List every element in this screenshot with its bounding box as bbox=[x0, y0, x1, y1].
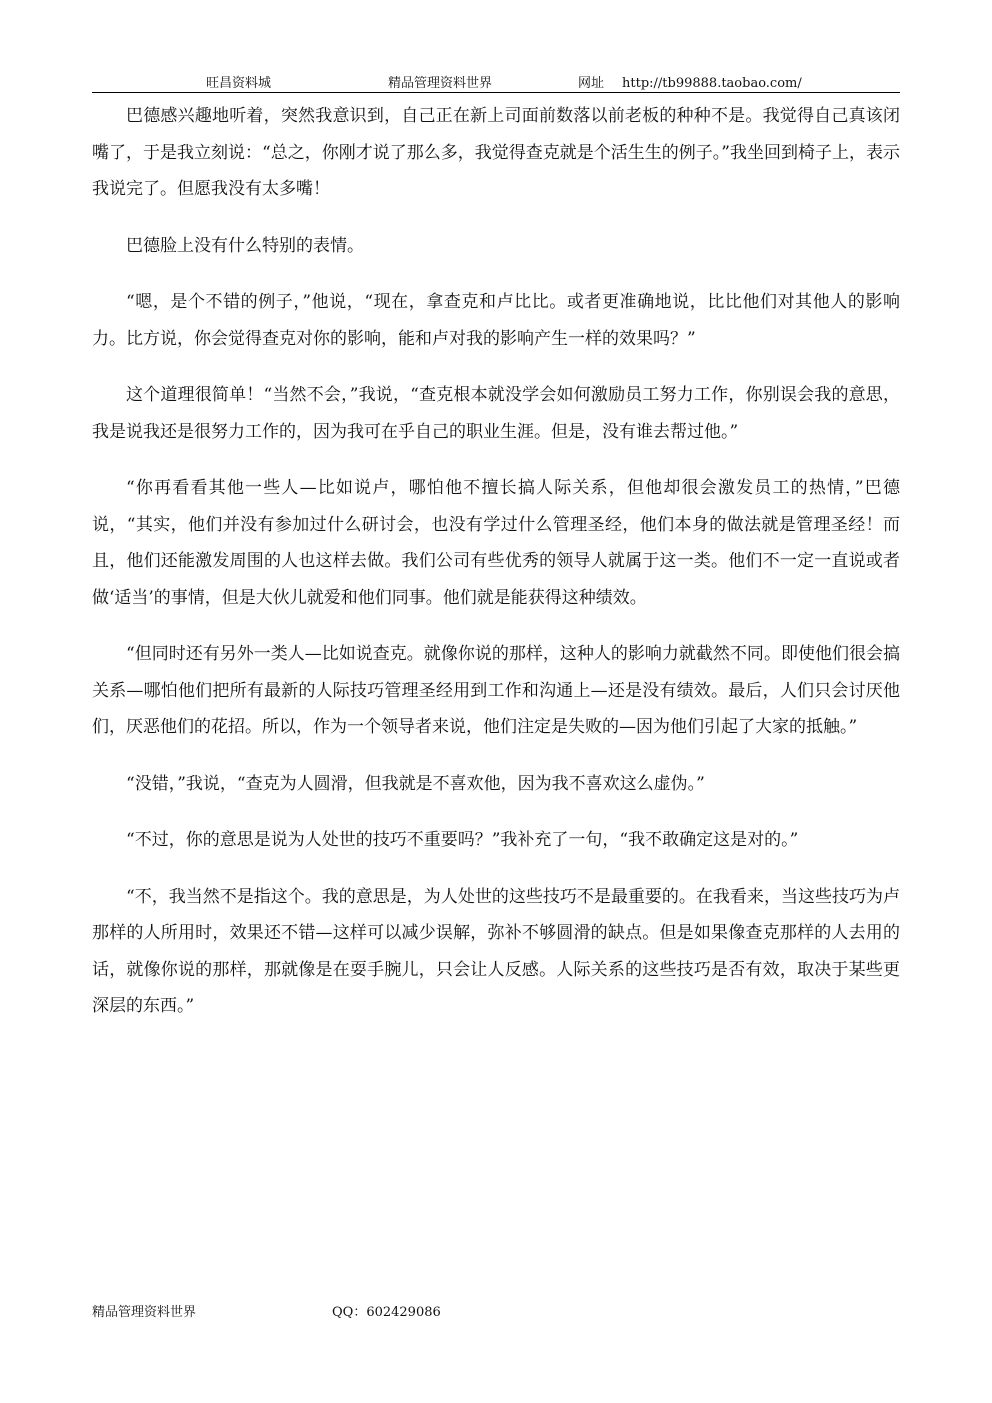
header-url-group bbox=[578, 72, 802, 91]
header-url-label: 网址 bbox=[578, 76, 605, 91]
paragraph: “不过，你的意思是说为人处世的技巧不重要吗？”我补充了一句，“我不敢确定这是对的。” bbox=[126, 830, 799, 850]
header-site-name: 精品管理资料世界 bbox=[388, 76, 493, 91]
paragraph: “但同时还有另外一类人—比如说查克。就像你说的那样，这种人的影响力就截然不同。即使他们很会搞关系—哪怕他们把所有最新的人际技巧管理圣经用到工作和沟通上—还是没有绩效。最后，人们只会讨厌他们，厌恶他们的花招。所以，作为一个领导者来说，他们注定是失败的—因为他们引起了大家的抵触。” bbox=[92, 644, 900, 737]
paragraph: 巴德感兴趣地听着，突然我意识到，自己正在新上司面前数落以前老板的种种不是。我觉得自己真该闭嘴了，于是我立刻说：“总之，你刚才说了那么多，我觉得查克就是个活生生的例子。”我坐回到椅子上，表示我说完了。但愿我没有太多嘴！ bbox=[92, 106, 900, 199]
paragraph: 这个道理很简单！“当然不会，”我说，“查克根本就没学会如何激励员工努力工作，你别误会我的意思，我是说我还是很努力工作的，因为我可在乎自己的职业生涯。但是，没有谁去帮过他。” bbox=[92, 385, 900, 442]
paragraph: “不，我当然不是指这个。我的意思是，为人处世的这些技巧不是最重要的。在我看来，当这些技巧为卢那样的人所用时，效果还不错—这样可以减少误解，弥补不够圆滑的缺点。但是如果像查克那样的人去用的话，就像你说的那样，那就像是在耍手腕儿，只会让人反感。人际关系的这些技巧是否有效，取决于某些更深层的东西。” bbox=[92, 886, 900, 1016]
header-url: http://tb99888.taobao.com/ bbox=[622, 76, 802, 91]
page-header bbox=[92, 70, 900, 93]
paragraph: 巴德脸上没有什么特别的表情。 bbox=[126, 235, 364, 256]
paragraph: “嗯，是个不错的例子，”他说，“现在，拿查克和卢比比。或者更准确地说，比比他们对其他人的影响力。比方说，你会觉得查克对你的影响，能和卢对我的影响产生一样的效果吗？” bbox=[92, 292, 900, 349]
header-shop-name: 旺昌资料城 bbox=[206, 76, 272, 91]
footer-qq: QQ：602429086 bbox=[332, 1305, 441, 1320]
footer-site-name: 精品管理资料世界 bbox=[92, 1305, 197, 1320]
paragraph: “你再看看其他一些人—比如说卢，哪怕他不擅长搞人际关系，但他却很会激发员工的热情，”巴德说，“其实，他们并没有参加过什么研讨会，也没有学过什么管理圣经，他们本身的做法就是管理圣经！而且，他们还能激发周围的人也这样去做。我们公司有些优秀的领导人就属于这一类。他们不一定一直说或者做‘适当’的事情，但是大伙儿就爱和他们同事。他们就是能获得这种绩效。 bbox=[92, 478, 900, 608]
page-body bbox=[92, 98, 900, 1045]
paragraph: “没错，”我说，“查克为人圆滑，但我就是不喜欢他，因为我不喜欢这么虚伪。” bbox=[126, 773, 705, 794]
